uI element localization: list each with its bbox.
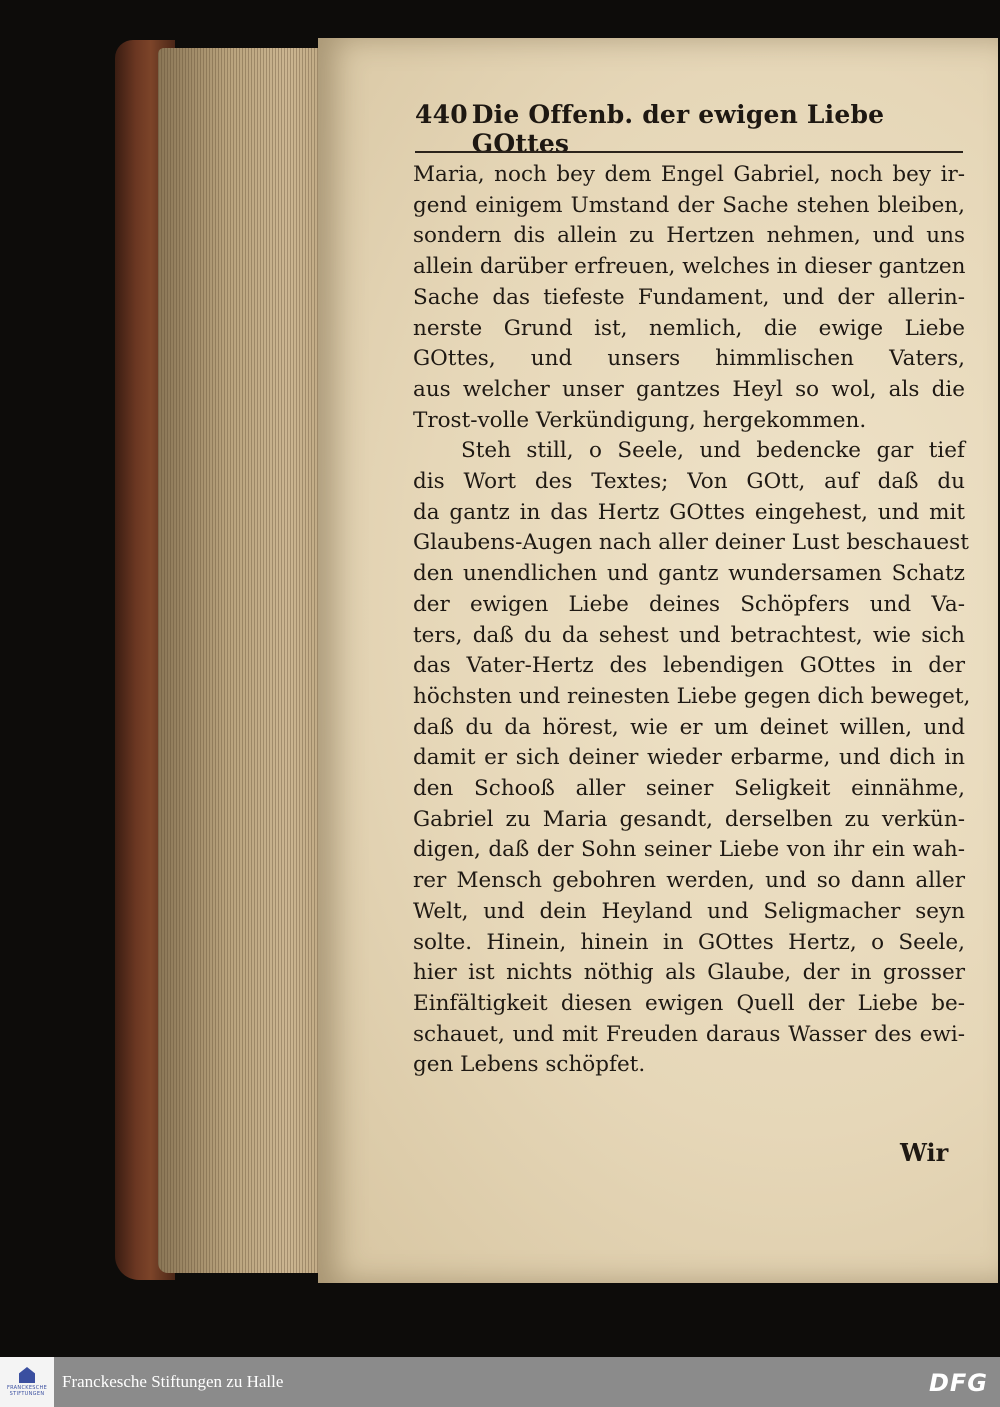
- text-line: Trost-volle Verkündigung, hergekommen.: [413, 407, 867, 433]
- text-line: Gabriel zu Maria gesandt, derselben zu verkün-: [413, 806, 965, 832]
- text-line: sondern dis allein zu Hertzen nehmen, und uns: [413, 223, 965, 249]
- text-line: solte. Hinein, hinein in GOttes Hertz, o Seele,: [413, 929, 965, 955]
- text-line: Welt, und dein Heyland und Seligmacher seyn: [413, 898, 965, 924]
- text-line: allein darüber erfreuen, welches in dieser gantzen: [413, 254, 966, 280]
- text-line: hier ist nichts nöthig als Glaube, der in grosser: [413, 960, 965, 986]
- text-line: Maria, noch bey dem Engel Gabriel, noch bey ir-: [413, 162, 965, 187]
- text-line: Einfältigkeit diesen ewigen Quell der Liebe be-: [413, 990, 965, 1016]
- text-line: digen, daß der Sohn seiner Liebe von ihr ein wah-: [413, 837, 965, 863]
- text-line: gend einigem Umstand der Sache stehen bleiben,: [413, 192, 965, 218]
- text-line: Glaubens-Augen nach aller deiner Lust beschauest: [413, 530, 969, 556]
- institution-logo[interactable]: [0, 1357, 54, 1407]
- text-line: den Schooß aller seiner Seligkeit einnähme,: [413, 776, 965, 802]
- institution-label[interactable]: Franckesche Stiftungen zu Halle: [62, 1372, 284, 1391]
- catchword: Wir: [900, 1138, 949, 1167]
- text-line: Steh still, o Seele, und bedencke gar tief: [461, 438, 965, 464]
- text-line: höchsten und reinesten Liebe gegen dich beweget,: [413, 683, 971, 709]
- text-line: da gantz in das Hertz GOttes eingehest, und mit: [413, 499, 965, 525]
- header-rule: [415, 151, 963, 153]
- page-number: 440: [415, 100, 468, 129]
- logo-text: FRANCKESCHE STIFTUNGEN: [6, 1385, 48, 1397]
- text-line: nerste Grund ist, nemlich, die ewige Liebe: [413, 315, 965, 341]
- body-text: [413, 160, 971, 1081]
- dfg-logo[interactable]: DFG: [928, 1369, 988, 1397]
- running-title: Die Offenb. der ewigen Liebe GOttes: [471, 100, 885, 158]
- text-line: aus welcher unser gantzes Heyl so wol, als die: [413, 376, 965, 402]
- text-line: daß du da hörest, wie er um deinet willen, und: [413, 714, 965, 740]
- page-edges: [158, 48, 330, 1273]
- text-line: schauet, und mit Freuden daraus Wasser des ewi-: [413, 1021, 965, 1047]
- text-line: gen Lebens schöpfet.: [413, 1052, 646, 1078]
- building-icon: [19, 1367, 35, 1383]
- text-line: damit er sich deiner wieder erbarme, und dich in: [413, 745, 965, 771]
- text-line: rer Mensch gebohren werden, und so dann aller: [413, 868, 965, 894]
- text-line: dis Wort des Textes; Von GOtt, auf daß du: [413, 469, 965, 495]
- text-line: der ewigen Liebe deines Schöpfers und Va-: [413, 591, 965, 617]
- running-head: [415, 100, 965, 158]
- footer-bar: [0, 1357, 1000, 1407]
- text-line: ters, daß du da sehest und betrachtest, wie sich: [413, 622, 965, 648]
- text-line: Sache das tiefeste Fundament, und der allerin-: [413, 284, 965, 310]
- text-line: das Vater-Hertz des lebendigen GOttes in der: [413, 653, 965, 679]
- text-line: den unendlichen und gantz wundersamen Schatz: [413, 561, 965, 587]
- text-line: GOttes, und unsers himmlischen Vaters,: [413, 346, 965, 372]
